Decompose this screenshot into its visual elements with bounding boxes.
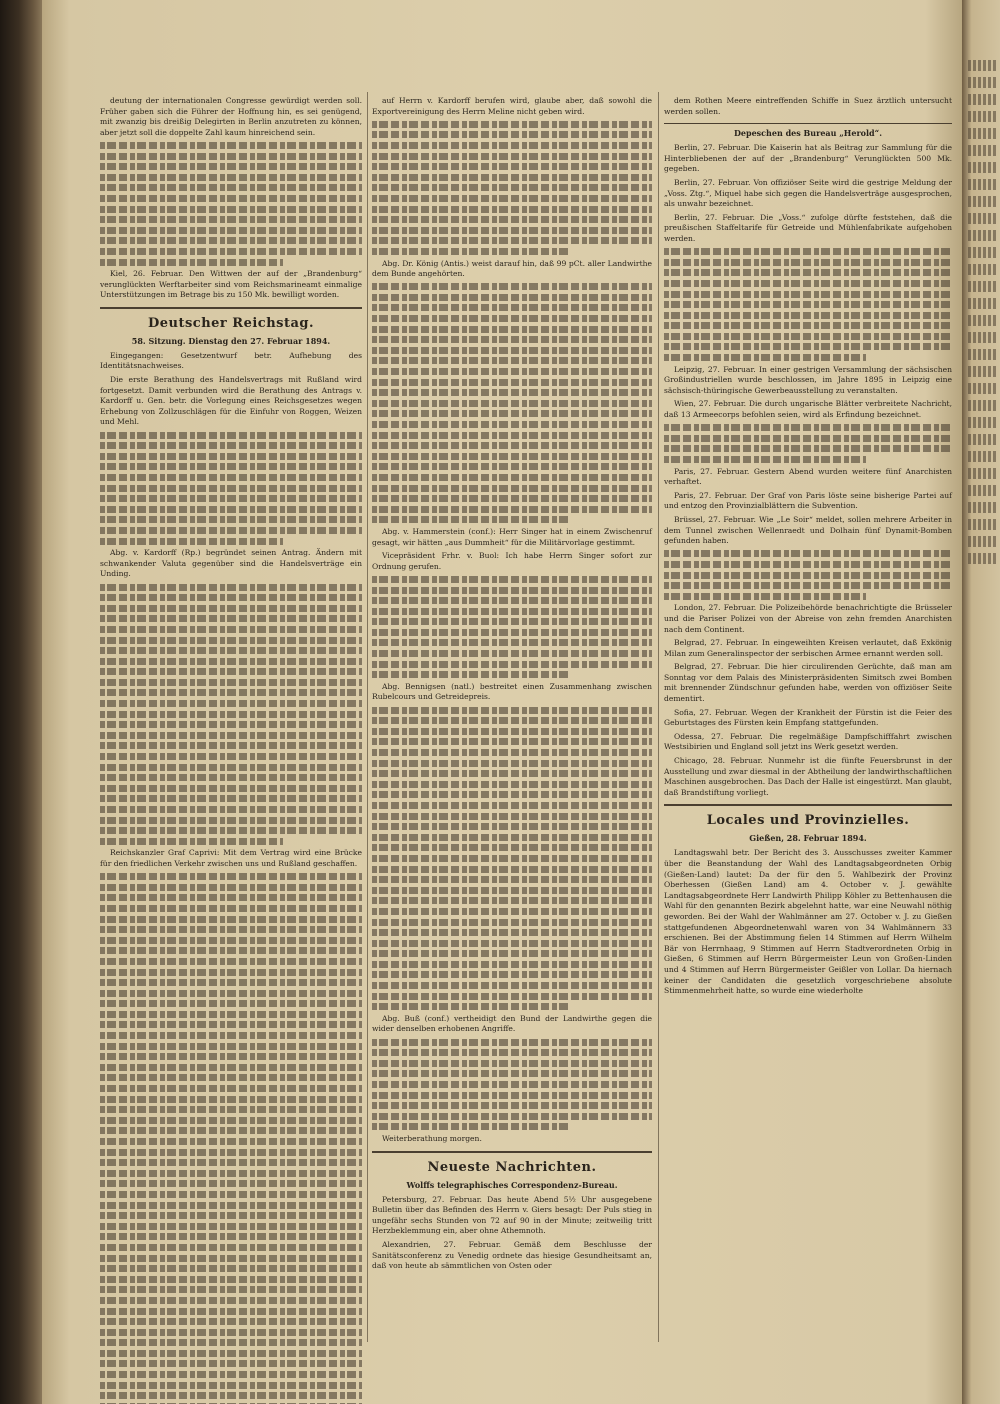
text-lines [372, 707, 652, 1011]
session-line: 58. Sitzung. Dienstag den 27. Februar 1894. [131, 335, 331, 346]
column-3 [664, 96, 952, 1000]
article-paris: Paris, 27. Februar. Gestern Abend wurden weitere fünf Anarchisten verhaftet. [664, 466, 952, 487]
article-sofia: Sofia, 27. Februar. Wegen der Krankheit der Fürstin ist die Feier des Geburtstages des Fürsten kein Empfang stattgefunden. [664, 707, 952, 728]
article-berlin: Berlin, 27. Februar. Die Kaiserin hat als Beitrag zur Sammlung für die Hinterbliebenen der auf der „Brandenburg“ Verunglückten 500 Mk. gegeben. [664, 143, 952, 174]
text-lines [100, 584, 362, 845]
text-lines [372, 576, 652, 678]
article-landtagswahl: Landtagswahl betr. Der Bericht des 3. Ausschusses zweiter Kammer über die Beanstandung der Wahl des Landtagsabgeordneten Orbig (Gießen-Land) lautet: Da der für den 5. Wahlbezirk der Provinz Oberhessen (Gießen Land) am 4. October v. J. gewählte Landtagsabgeordnete Herr Landwirth Philipp Köhler zu Bettenhausen die Wahl für den genannten Bezirk abgelehnt hatte, war eine Neuwahl nöthig geworden. Bei der Wahl der Wahlmänner am 27. October v. J. zu Gießen stattgefundenen Abgeordnetenwahl waren von 34 Wahlmännern 33 erschienen. Bei der Abstimmung fielen 14 Stimmen auf Herrn Wilhelm Bär von Herrnhaag, 9 Stimmen auf Herrn Stadtverordneten Orbig in Gießen, 6 Stimmen auf Herrn Bürgermeister Leun von Großen-Linden und 4 Stimmen auf Herrn Bürgermeister Geißler von Lollar. Da hiernach keiner der Candidaten die gesetzlich vorgeschriebene absolute Stimmenmehrheit hatte, so wurde eine wiederholte [664, 848, 952, 996]
bureau-line: Wolffs telegraphisches Correspondenz-Bureau. [406, 1179, 618, 1190]
article-text: Abg. v. Hammerstein (conf.): Herr Singer hat in einem Zwischenruf gesagt, wir hätten „aus Dummheit“ für die Militärvorlage gestimmt. [372, 526, 652, 547]
text-lines [372, 121, 652, 255]
article-text: Vicepräsident Frhr. v. Buol: Ich habe Herrn Singer sofort zur Ordnung gerufen. [372, 551, 652, 571]
article-paris: Paris, 27. Februar. Der Graf von Paris löste seine bisherige Partei auf und entzog den Provinzialblättern die Subvention. [664, 490, 952, 511]
article-text: Reichskanzler Graf Caprivi: Mit dem Vertrag wird eine Brücke für den friedlichen Verkehr zwischen uns und Rußland geschaffen. [100, 848, 362, 868]
depeschen-line: Depeschen des Bureau „Herold“. [733, 128, 883, 139]
article-berlin: Berlin, 27. Februar. Die „Voss.“ zufolge dürfte feststehen, daß die preußischen Staffeltarife für Getreide und Mühlenfabrikate aufgehoben werden. [664, 212, 952, 243]
article-bruessel: Brüssel, 27. Februar. Wie „Le Soir“ meldet, sollen mehrere Arbeiter in dem Tunnel zwischen Wellenraedt und Dolhain fünf Dynamit-Bomben gefunden haben. [664, 514, 952, 546]
article-text: Die erste Berathung des Handelsvertrags mit Rußland wird fortgesetzt. Damit verbunden wird die Berathung des Antrags v. Kardorff u. Gen. betr. die Vorlegung eines Reichsgesetzes wegen Erhebung von Zollzuschlägen für die Einfuhr von Roggen, Weizen und Mehl. [100, 375, 362, 427]
next-page-edge [962, 0, 1000, 1404]
article-text: dem Rothen Meere eintreffenden Schiffe in Suez ärztlich untersucht werden sollen. [664, 96, 952, 116]
article-alexandrien: Alexandrien, 27. Februar. Gemäß dem Beschlusse der Sanitätsconferenz zu Venedig ordnete das hiesige Gesundheitsamt an, daß von heute ab sämmtlichen von Osten oder [372, 1239, 652, 1271]
article-kiel: Kiel, 26. Februar. Den Wittwen der auf der „Brandenburg“ verunglückten Werftarbeiter sind vom Reichsmarineamt einmalige Unterstützungen im Betrage bis zu 150 Mk. bewilligt worden. [100, 269, 362, 300]
section-divider [664, 804, 952, 806]
article-leipzig: Leipzig, 27. Februar. In einer gestrigen Versammlung der sächsischen Großindustriellen wurde beschlossen, im Jahre 1895 in Leipzig eine sächsisch-thüringische Gewerbeausstellung zu veranstalten. [664, 364, 952, 395]
article-text: deutung der internationalen Congresse gewürdigt werden soll. Früher gaben sich die Führer der Hoffnung hin, es sei genügend, mit zwanzig bis dreißig Delegirten in Berlin anzutreten zu können, aber jetzt soll die doppelte Zahl kaum hinreichend sein. [100, 96, 362, 137]
text-lines [100, 432, 362, 545]
book-spine [0, 0, 42, 1404]
column-rule [367, 92, 368, 1342]
article-text: Eingegangen: Gesetzentwurf betr. Aufhebung des Identitätsnachweises. [100, 350, 362, 371]
text-lines [100, 873, 362, 1404]
article-wien: Wien, 27. Februar. Die durch ungarische Blätter verbreitete Nachricht, daß 13 Armeecorps befohlen seien, wird als Erfindung bezeichnet. [664, 399, 952, 420]
section-heading: Locales und Provinzielles. [706, 813, 910, 829]
column-rule [658, 92, 659, 1342]
text-lines [372, 283, 652, 523]
text-lines [100, 142, 362, 266]
article-chicago: Chicago, 28. Februar. Nunmehr ist die fünfte Feuersbrunst in der Ausstellung und zwar diesmal in der Abtheilung der landwirthschaftlichen Maschinen ausgebrochen. Das Dach der Halle ist eingestürzt. Man glaubt, daß Brandstiftung vorliegt. [664, 756, 952, 797]
text-lines [372, 1039, 652, 1131]
locales-date: Gießen, 28. Februar 1894. [749, 833, 867, 844]
article-petersburg: Petersburg, 27. Februar. Das heute Abend 5½ Uhr ausgegebene Bulletin über das Befinden des Herrn v. Giers besagt: Der Puls stieg in ungefähr sechs Stunden von 72 auf 90 in der Minute; zeitweilig tritt Herzbeklemmung ein, aber ohne Athemnoth. [372, 1194, 652, 1236]
article-london: London, 27. Februar. Die Polizeibehörde benachrichtigte die Brüsseler und die Pariser Polizei von der Abreise von zehn fremden Anarchisten nach dem Continent. [664, 603, 952, 634]
article-text: Abg. Buß (conf.) vertheidigt den Bund der Landwirthe gegen die wider denselben erhobenen Angriffe. [372, 1013, 652, 1034]
column-2 [372, 96, 652, 1275]
article-text: Abg. Dr. König (Antis.) weist darauf hin, daß 99 pCt. aller Landwirthe dem Bunde angehörten. [372, 258, 652, 279]
article-text: Abg. v. Kardorff (Rp.) begründet seinen Antrag. Ändern mit schwankender Valuta gegenüber sind die Handelsverträge ein Unding. [100, 548, 362, 579]
section-divider [664, 123, 952, 124]
text-lines [664, 550, 952, 599]
article-belgrad: Belgrad, 27. Februar. In eingeweihten Kreisen verlautet, daß Exkönig Milan zum Generalinspector der serbischen Armee ernannt werden soll. [664, 638, 952, 658]
article-belgrad: Belgrad, 27. Februar. Die hier circulirenden Gerüchte, daß man am Sonntag vor dem Palais des Ministerpräsidenten Simitsch zwei Bomben mit brennender Zündschnur gefunden habe, werden von offiziöser Seite dementirt. [664, 662, 952, 704]
text-lines [664, 424, 952, 463]
section-divider [372, 1151, 652, 1153]
text-lines [664, 248, 952, 361]
section-heading: Deutscher Reichstag. [147, 315, 315, 331]
article-text: Abg. Bennigsen (natl.) bestreitet einen Zusammenhang zwischen Rubelcours und Getreidepreis. [372, 681, 652, 702]
article-odessa: Odessa, 27. Februar. Die regelmäßige Dampfschifffahrt zwischen Westsibirien und England soll jetzt ins Werk gesetzt werden. [664, 731, 952, 752]
adjourn-line: Weiterberathung morgen. [382, 1133, 482, 1143]
section-heading: Neueste Nachrichten. [427, 1159, 597, 1175]
column-1 [100, 96, 362, 1404]
section-divider [100, 307, 362, 309]
article-berlin: Berlin, 27. Februar. Von offiziöser Seite wird die gestrige Meldung der „Voss. Ztg.“, Miquel habe sich gegen die Handelsverträge ausgesprochen, als unwahr bezeichnet. [664, 177, 952, 209]
next-page-text-fragments [968, 60, 998, 570]
article-text: auf Herrn v. Kardorff berufen wird, glaube aber, daß sowohl die Exportvereinigung des Herrn Meline nicht geben wird. [372, 96, 652, 116]
